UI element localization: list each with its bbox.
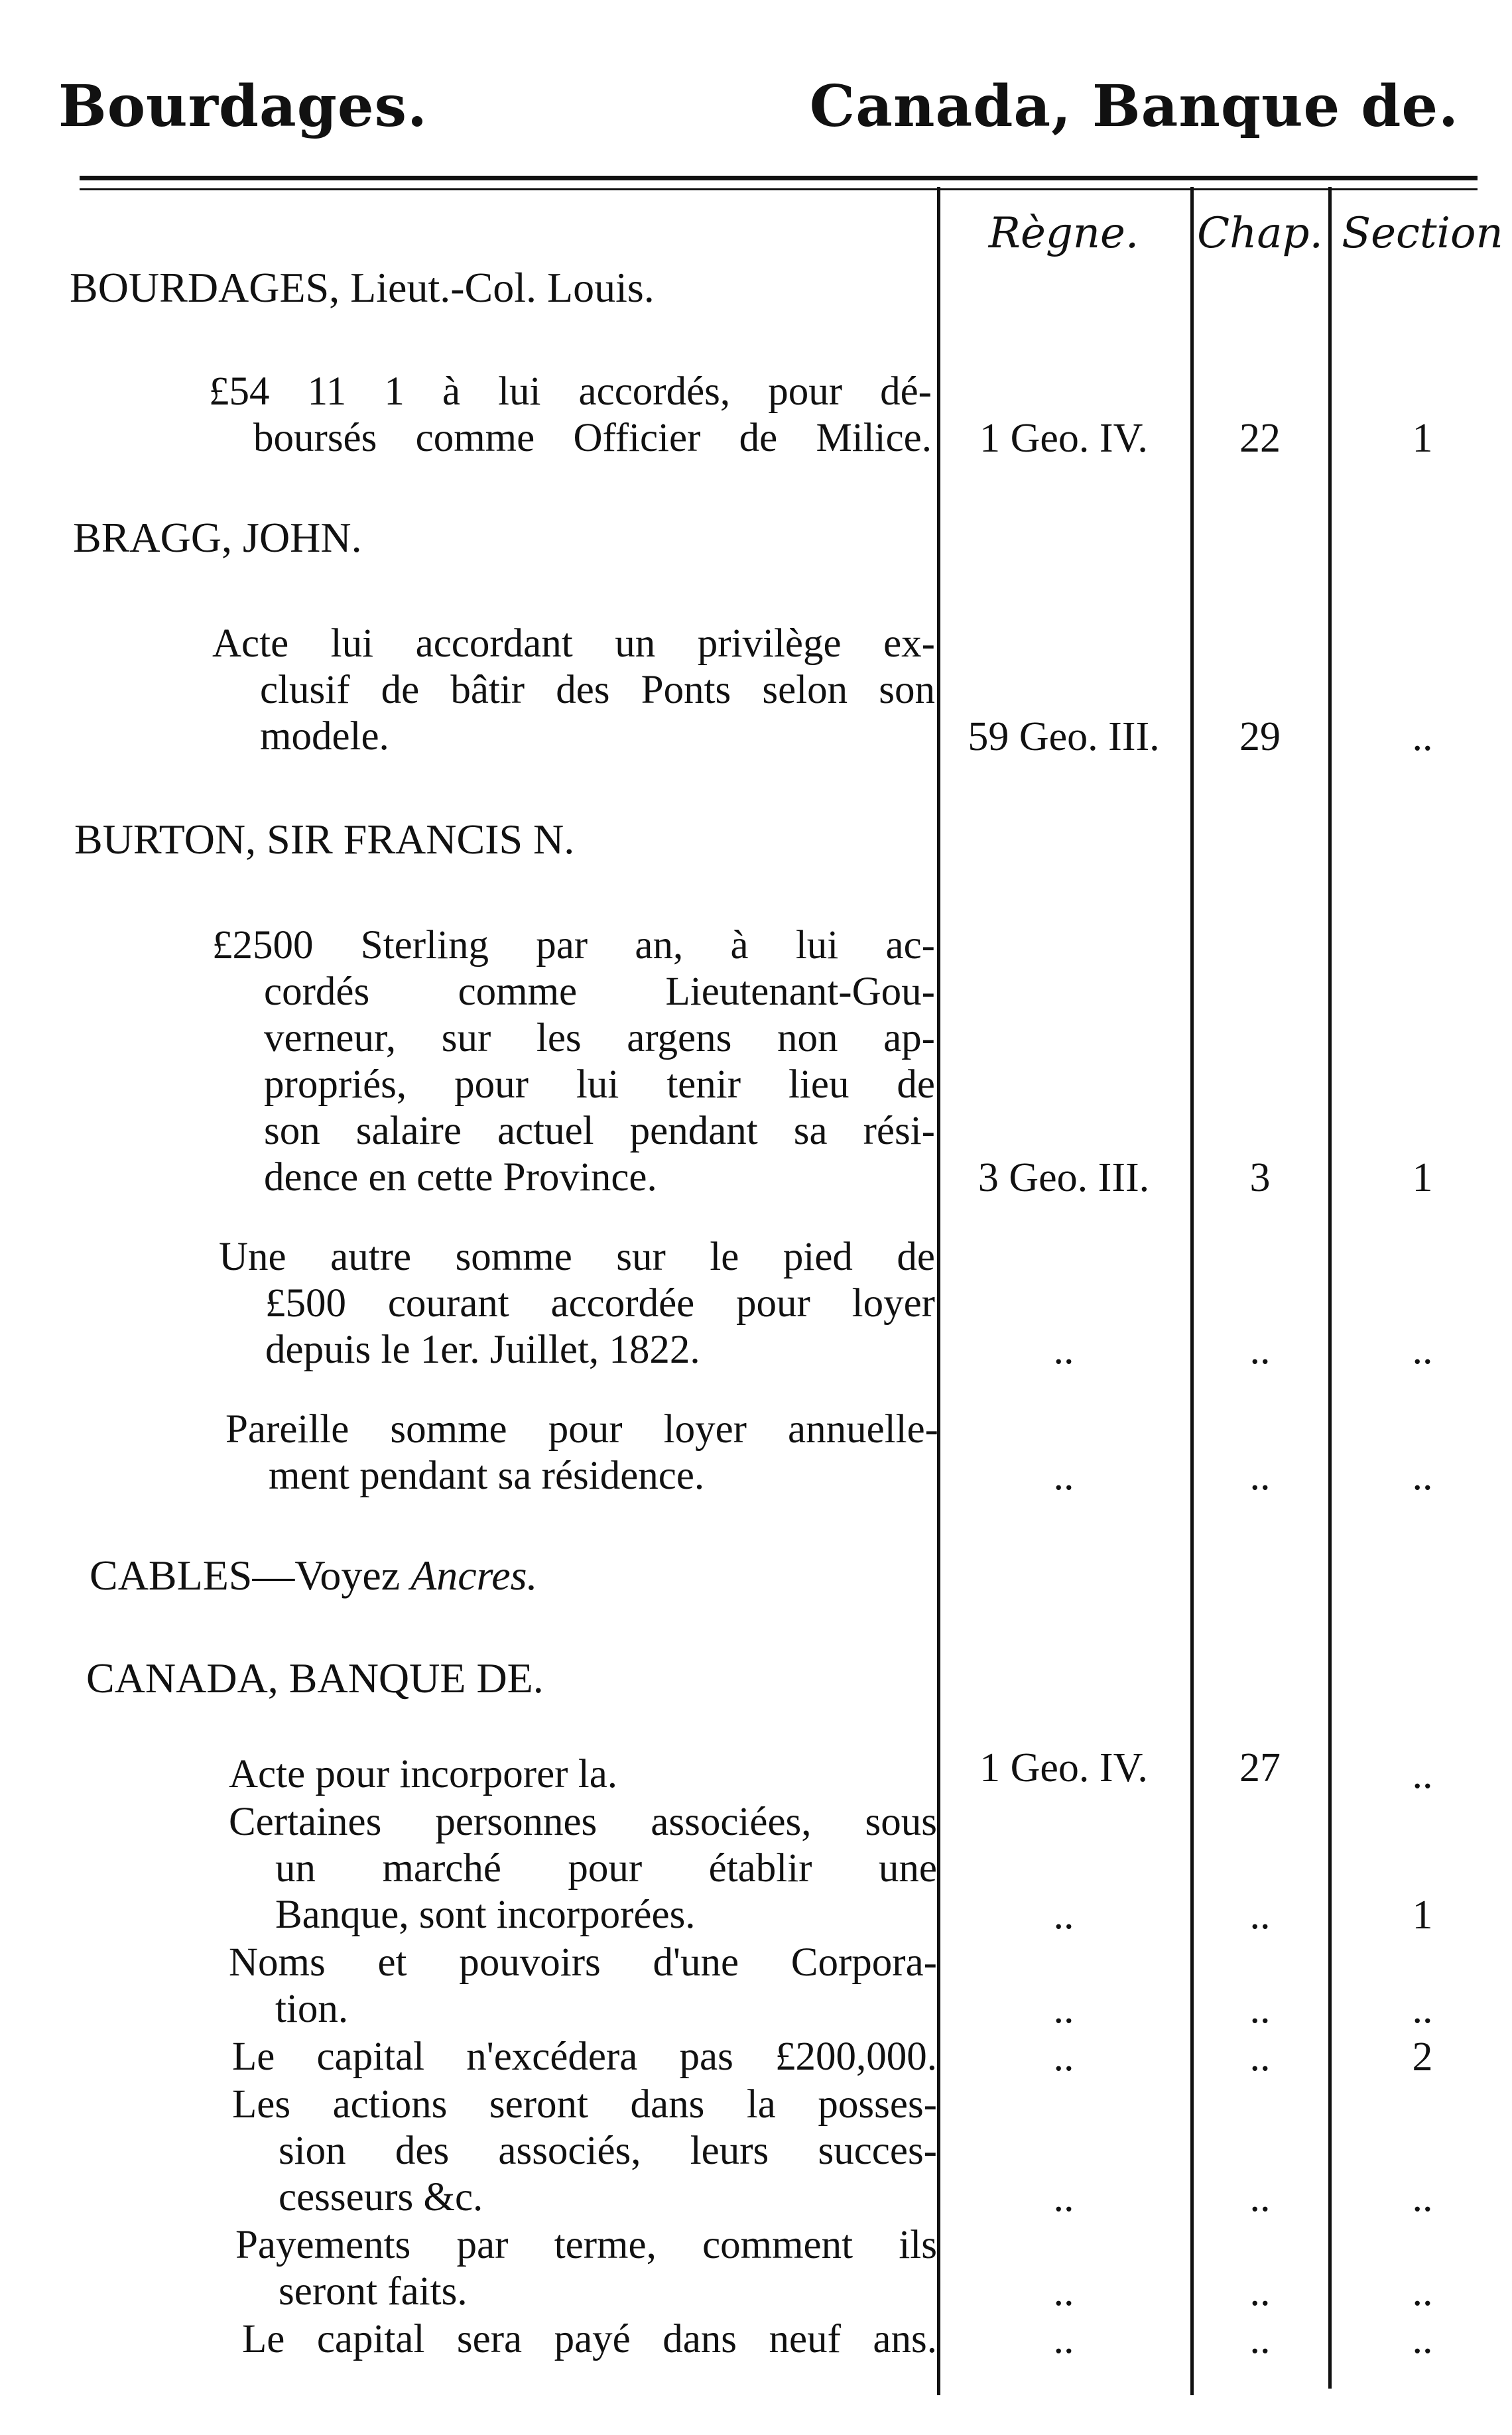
entry-line: un marché pour établir une bbox=[275, 1846, 937, 1891]
cell-section: 1 bbox=[1412, 416, 1433, 461]
entry-line: verneur, sur les argens non ap- bbox=[264, 1016, 935, 1060]
cell-regne: .. bbox=[1053, 2317, 1074, 2362]
entry-heading-bragg: BRAGG, JOHN. bbox=[73, 514, 362, 561]
cell-section: .. bbox=[1412, 1752, 1433, 1797]
entry-line: Acte pour incorporer la. bbox=[229, 1752, 618, 1796]
entry-line: dence en cette Province. bbox=[264, 1155, 657, 1200]
entry-line: depuis le 1er. Juillet, 1822. bbox=[265, 1328, 700, 1372]
header-rule-thick bbox=[80, 176, 1478, 180]
entry-line: Payements par terme, comment ils bbox=[235, 2223, 937, 2267]
cell-section: 2 bbox=[1412, 2034, 1433, 2080]
cables-heading-text: CABLES—Voyez bbox=[90, 1552, 401, 1599]
entry-line: Une autre somme sur le pied de bbox=[219, 1235, 935, 1279]
cell-chap: .. bbox=[1249, 1328, 1271, 1373]
cell-section: 1 bbox=[1412, 1155, 1433, 1200]
cell-section: .. bbox=[1412, 2269, 1433, 2314]
cell-regne: .. bbox=[1053, 1454, 1074, 1499]
cell-chap: .. bbox=[1249, 2175, 1271, 2220]
entry-line: Acte lui accordant un privilège ex- bbox=[212, 621, 935, 666]
entry-line: £500 courant accordée pour loyer bbox=[265, 1281, 935, 1326]
cell-chap: .. bbox=[1249, 2034, 1271, 2080]
cell-regne: .. bbox=[1053, 2269, 1074, 2314]
entry-line: sion des associés, leurs succes- bbox=[279, 2129, 937, 2173]
cell-chap: .. bbox=[1249, 1454, 1271, 1499]
entry-line: cordés comme Lieutenant-Gou- bbox=[264, 969, 935, 1014]
column-divider-chap-section bbox=[1328, 187, 1332, 2389]
column-header-regne: Règne. bbox=[988, 209, 1139, 258]
cell-section: .. bbox=[1412, 1454, 1433, 1499]
cell-regne: 3 Geo. III. bbox=[977, 1155, 1150, 1200]
cell-regne: .. bbox=[1053, 1893, 1074, 1938]
cross-reference: Ancres. bbox=[410, 1552, 538, 1599]
entry-line: son salaire actuel pendant sa rési- bbox=[264, 1109, 935, 1153]
cell-section: 1 bbox=[1412, 1893, 1433, 1938]
cell-chap: 29 bbox=[1239, 714, 1281, 759]
entry-line: Banque, sont incorporées. bbox=[275, 1893, 696, 1937]
cell-chap: 27 bbox=[1239, 1745, 1281, 1790]
cell-regne: 59 Geo. III. bbox=[968, 714, 1160, 759]
column-header-section: Section bbox=[1342, 209, 1503, 258]
cell-section: .. bbox=[1412, 1987, 1433, 2032]
entry-line: £54 11 1 à lui accordés, pour dé- bbox=[209, 369, 932, 414]
entry-heading-canada: CANADA, BANQUE DE. bbox=[86, 1655, 544, 1702]
entry-line: modele. bbox=[260, 714, 389, 759]
cell-regne: 1 Geo. IV. bbox=[979, 416, 1148, 461]
cell-section: .. bbox=[1412, 2175, 1433, 2220]
cell-regne: .. bbox=[1053, 2175, 1074, 2220]
entry-line: Le capital sera payé dans neuf ans. bbox=[242, 2317, 937, 2361]
cell-section: .. bbox=[1412, 1328, 1433, 1373]
entry-line: Pareille somme pour loyer annuelle- bbox=[225, 1407, 938, 1452]
column-header-chap: Chap. bbox=[1197, 209, 1323, 258]
cell-regne: .. bbox=[1053, 1987, 1074, 2032]
cell-chap: 22 bbox=[1239, 416, 1281, 461]
entry-heading-cables bbox=[90, 1552, 538, 1599]
entry-line: Noms et pouvoirs d'une Corpora- bbox=[229, 1940, 937, 1985]
entry-heading-bourdages: BOURDAGES, Lieut.-Col. Louis. bbox=[70, 264, 655, 311]
entry-heading-burton: BURTON, SIR FRANCIS N. bbox=[74, 816, 575, 863]
entry-line: clusif de bâtir des Ponts selon son bbox=[260, 668, 935, 712]
running-head-right: Canada, Banque de. bbox=[809, 73, 1459, 140]
cell-regne: .. bbox=[1053, 2034, 1074, 2080]
entry-line: Le capital n'excédera pas £200,000. bbox=[232, 2034, 937, 2079]
entry-line: cesseurs &c. bbox=[279, 2175, 483, 2219]
cell-chap: .. bbox=[1249, 2317, 1271, 2362]
cell-chap: 3 bbox=[1249, 1155, 1271, 1200]
entry-line: Certaines personnes associées, sous bbox=[229, 1800, 937, 1844]
entry-line: tion. bbox=[275, 1987, 349, 2031]
cell-chap: .. bbox=[1249, 1893, 1271, 1938]
entry-line: Les actions seront dans la posses- bbox=[232, 2082, 937, 2127]
cell-chap: .. bbox=[1249, 2269, 1271, 2314]
cell-section: .. bbox=[1412, 2317, 1433, 2362]
running-head-left: Bourdages. bbox=[58, 73, 428, 140]
cell-section: .. bbox=[1412, 714, 1433, 759]
cell-regne: .. bbox=[1053, 1328, 1074, 1373]
entry-line: ment pendant sa résidence. bbox=[269, 1454, 705, 1498]
entry-line: £2500 Sterling par an, à lui ac- bbox=[212, 923, 935, 968]
cell-regne: 1 Geo. IV. bbox=[979, 1745, 1148, 1790]
entry-line: seront faits. bbox=[279, 2269, 468, 2314]
header-rule-thin bbox=[80, 188, 1478, 190]
cell-chap: .. bbox=[1249, 1987, 1271, 2032]
entry-line: propriés, pour lui tenir lieu de bbox=[264, 1062, 935, 1107]
entry-line: boursés comme Officier de Milice. bbox=[253, 416, 932, 460]
